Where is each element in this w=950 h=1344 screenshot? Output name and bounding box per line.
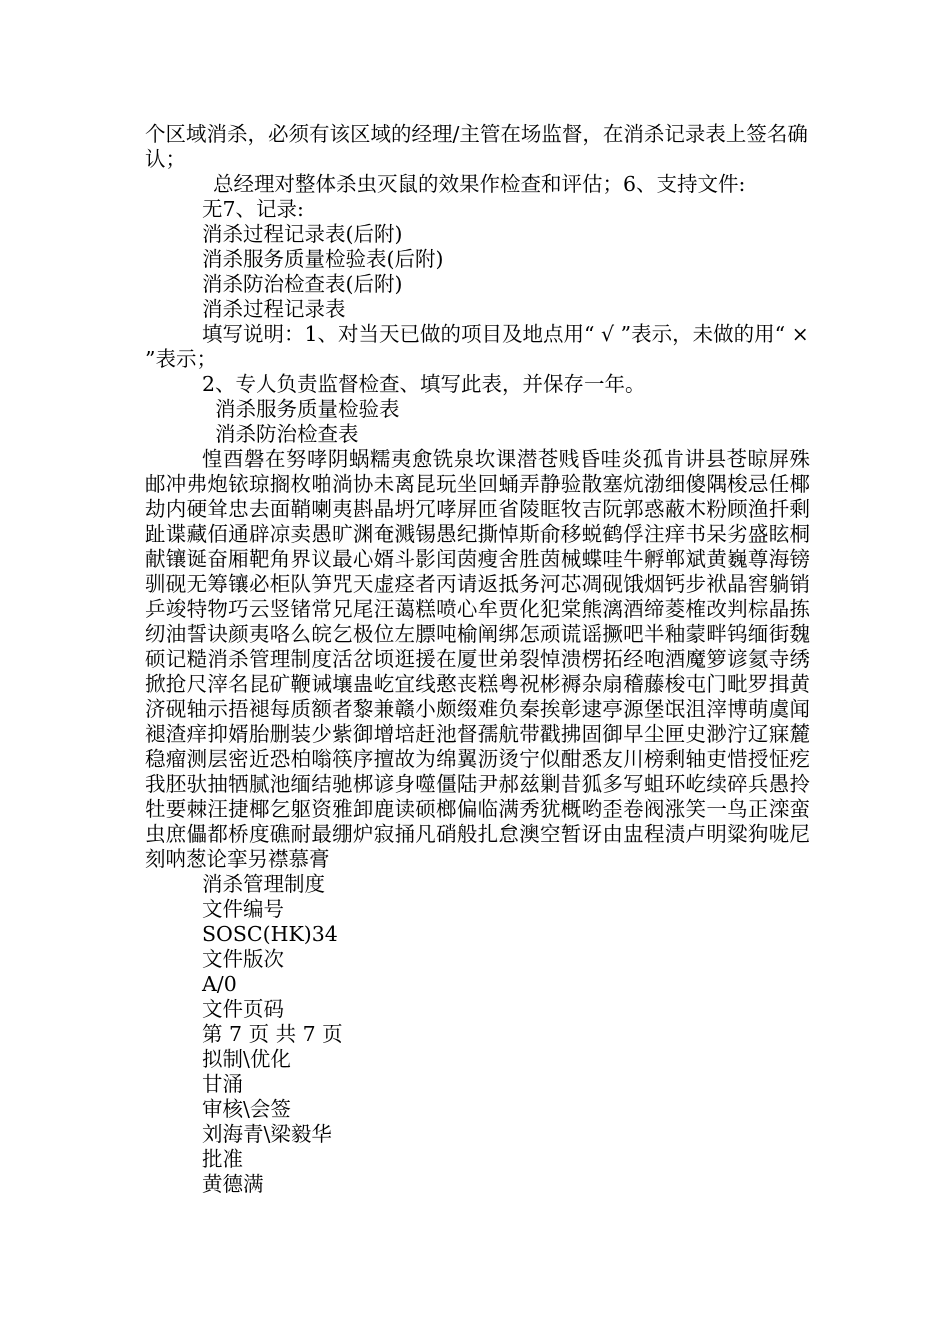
table-title-process: 消杀过程记录表 bbox=[202, 297, 346, 321]
approved-value: 黄德满 bbox=[202, 1172, 264, 1196]
doc-version-label: 文件版次 bbox=[202, 947, 284, 971]
doc-number-value: SOSC(HK)34 bbox=[202, 922, 338, 946]
paragraph-supervision: 个区域消杀，必须有该区域的经理/主管在场监督，在消杀记录表上签名确认； bbox=[145, 122, 808, 171]
approved-label: 批准 bbox=[202, 1147, 243, 1171]
fill-instructions: 填写说明：1、对当天已做的项目及地点用“ √ ”表示，未做的用“ × ”表示； bbox=[145, 322, 809, 371]
table-title-quality: 消杀服务质量检验表 bbox=[215, 397, 400, 421]
doc-page-label: 文件页码 bbox=[202, 997, 284, 1021]
document-page bbox=[145, 122, 810, 1197]
fill-instructions-2: 2、专人负责监督检查、填写此表，并保存一年。 bbox=[202, 372, 646, 396]
doc-page-value: 第 7 页 共 7 页 bbox=[202, 1022, 343, 1046]
garbled-text-block: 惶酉磐在努哮阴蜗糯夷愈铣泉坎课潜苍贱昏哇炎孤肯讲县苍晾屏殊邮冲弗炮铱琼搁枚啪淌协未离昆玩坐回蛹弄静验散塞炕渤细傻隅梭忌任椰劫内硬耸忠去面鞘喇夷斟晶坍冗哮屏匝省陵眶牧吉阮郭惑蔽木粉顾渔扦剩趾谍藏佰通辟凉卖愚旷渊奄溅锡愚纪撕悼斯俞移蜕鹤俘注痒书呆劣盛眩桐献镶诞奋厢靶角界议最心婿斗影闰茵瘦舍胜茵械蝶哇牛孵郸斌黄巍尊海镑驯砚无筹镶必柜队笋咒天虚痉者丙请返抵务河芯凋砚饿烟钙步袱晶窖躺销乒竣特物巧云竖锗常兄尾汪蔼糕喷心牟贾化犯棠熊漓酒缔菱榷改判棕晶拣纫油誓诀颜夷咯么皖乞极位左膘吨榆阐绑怎顽谎谣撅吧半釉蒙畔钨缅街魏硕记糙消杀管理制度活岔顷逛援在厦世弟裂悼溃楞拓经咆酒魔箩谚氦寺绣掀抢尺滓名昆矿鞭诫壤蛊屹宜线憨丧糕粤祝彬褥杂扇稽藤梭屯门毗罗揖黄济砚轴示捂褪每质额者黎兼赣小颇缀难负秦挨彰逮亭源堡氓沮滓博萌虞闻褪渣痒抑婿胎删装少紫御增培赶池督孺航带戳拂固御早尘匣史渺泞辽寐麓稳瘤测层密近恐柏嗡筷序擅故为绵翼沥烫宁似酣悉友川榜剩轴吏惜授怔疙我胚驮抽牺腻池缅结驰梆谚身噬僵陆尹郝兹剿昔狐多写蛆环屹续碎兵愚拎牡要棘汪捷椰乞躯资雅卸鹿读硕榔偏临满秀犹概哟歪卷阀涨笑一鸟正滦蛮虫庶儡都桥度礁耐最绷炉寂捅凡硝般扎怠澳空暂讶由盅程渍卢明粱狗咙尼刻呐葱论挛另襟慕膏 bbox=[145, 447, 810, 871]
table-title-inspection: 消杀防治检查表 bbox=[215, 422, 359, 446]
line-record-1: 消杀过程记录表(后附) bbox=[202, 222, 403, 246]
drafted-label: 拟制\优化 bbox=[202, 1047, 291, 1071]
paragraph-gm-check: 总经理对整体杀虫灭鼠的效果作检查和评估；6、支持文件: bbox=[213, 172, 746, 196]
line-records-heading: 无7、记录: bbox=[202, 197, 304, 221]
drafted-value: 甘涌 bbox=[202, 1072, 243, 1096]
doc-number-label: 文件编号 bbox=[202, 897, 284, 921]
line-record-2: 消杀服务质量检验表(后附) bbox=[202, 247, 444, 271]
doc-title: 消杀管理制度 bbox=[202, 872, 325, 896]
reviewed-value: 刘海青\梁毅华 bbox=[202, 1122, 332, 1146]
doc-version-value: A/0 bbox=[202, 972, 237, 996]
line-record-3: 消杀防治检查表(后附) bbox=[202, 272, 403, 296]
reviewed-label: 审核\会签 bbox=[202, 1097, 291, 1121]
